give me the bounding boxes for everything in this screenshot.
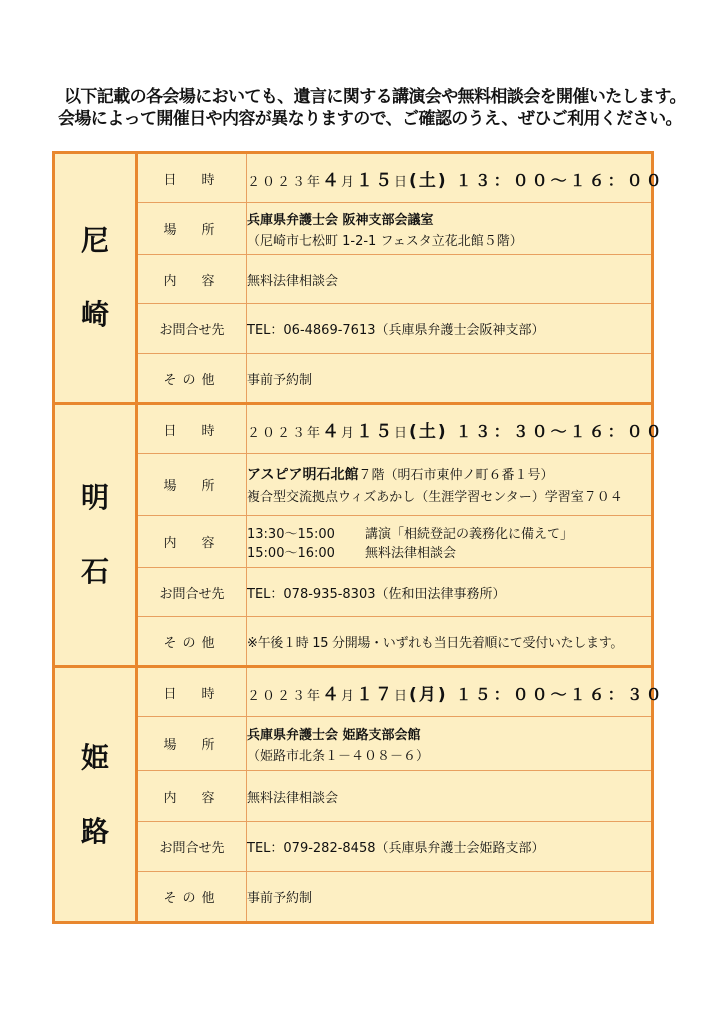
label-contact: お問合せ先 (137, 304, 247, 354)
label-place: 場 所 (137, 454, 247, 516)
label-content: 内 容 (137, 516, 247, 568)
venue-name-akashi: 明 石 (54, 404, 137, 667)
label-other: その他 (137, 872, 247, 923)
content-value: 無料法律相談会 (247, 771, 653, 822)
schedule-table (52, 151, 665, 924)
intro-line-2: 会場によって開催日や内容が異なりますので、ご確認のうえ、ぜひご利用ください。 (58, 109, 682, 129)
other-value: 事前予約制 (247, 872, 653, 923)
other-value: ※午後１時 15 分開場・いずれも当日先着順にて受付いたします。 (247, 617, 653, 667)
label-other: その他 (137, 354, 247, 404)
contact-value: TEL：06-4869-7613（兵庫県弁護士会阪神支部） (247, 304, 653, 354)
label-date: 日 時 (137, 404, 247, 454)
date-value: ２０２３年４月１５日(土) １３：００〜１６：００ (247, 153, 653, 203)
program-item: 13:30〜15:00 講演「相続登記の義務化に備えて」 (247, 526, 574, 542)
label-place: 場 所 (137, 717, 247, 771)
program-item: 15:00〜16:00 無料法律相談会 (247, 545, 457, 561)
venue-name-amagasaki: 尼 崎 (54, 153, 137, 404)
place-value: アスピア明石北館７階（明石市東仲ノ町６番１号） 複合型交流拠点ウィズあかし（生涯学習センター）学習室７０４ (247, 454, 653, 516)
intro-text (58, 86, 698, 130)
label-date: 日 時 (137, 153, 247, 203)
place-value: 兵庫県弁護士会 姫路支部会館 （姫路市北条１－４０８－６） (247, 717, 653, 771)
label-place: 場 所 (137, 203, 247, 255)
place-value: 兵庫県弁護士会 阪神支部会議室 （尼崎市七松町 1-2-1 フェスタ立花北館５階） (247, 203, 653, 255)
contact-value: TEL：078-935-8303（佐和田法律事務所） (247, 568, 653, 617)
contact-value: TEL：079-282-8458（兵庫県弁護士会姫路支部） (247, 822, 653, 872)
content-value (247, 516, 653, 568)
date-value: ２０２３年４月１５日(土) １３：３０〜１６：００ (247, 404, 653, 454)
label-contact: お問合せ先 (137, 822, 247, 872)
label-content: 内 容 (137, 255, 247, 304)
label-other: その他 (137, 617, 247, 667)
content-value: 無料法律相談会 (247, 255, 653, 304)
venue-name-himeji: 姫 路 (54, 667, 137, 923)
date-value: ２０２３年４月１７日(月) １５：００〜１６：３０ (247, 667, 653, 717)
intro-line-1: 以下記載の各会場においても、遺言に関する講演会や無料相談会を開催いたします。 (64, 87, 686, 107)
label-content: 内 容 (137, 771, 247, 822)
label-date: 日 時 (137, 667, 247, 717)
other-value: 事前予約制 (247, 354, 653, 404)
label-contact: お問合せ先 (137, 568, 247, 617)
